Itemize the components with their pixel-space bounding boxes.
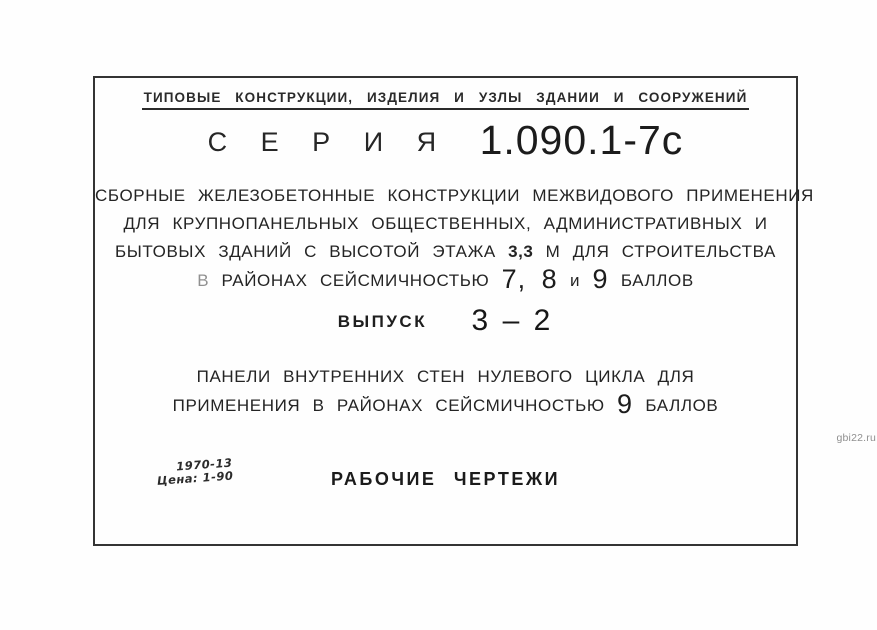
subtitle-line-1: ПАНЕЛИ ВНУТРЕННИХ СТЕН НУЛЕВОГО ЦИКЛА ДЛЯ: [196, 367, 695, 386]
series-label: С Е Р И Я: [207, 127, 450, 157]
title-line-4-text: РАЙОНАХ СЕЙСМИЧНОСТЬЮ: [221, 271, 490, 290]
issue-label: ВЫПУСК: [337, 312, 428, 331]
issue-line: [95, 304, 796, 340]
subtitle-seismicity-value: 9: [617, 389, 634, 419]
stamp-price: Цена: 1-90: [156, 468, 234, 488]
site-watermark: gbi22.ru: [836, 432, 876, 444]
document-header-row: [95, 89, 796, 110]
title-line-4-suffix: БАЛЛОВ: [620, 271, 694, 290]
title-line-3: [95, 238, 796, 266]
document-frame: [93, 76, 814, 546]
title-line-4: [95, 266, 796, 295]
seismicity-value-9: 9: [592, 264, 609, 294]
doc-type-label: РАБОЧИЕ ЧЕРТЕЖИ: [330, 469, 561, 489]
title-line-2: ДЛЯ КРУПНОПАНЕЛЬНЫХ ОБЩЕСТВЕННЫХ, АДМИНИСТРАТИВНЫХ И: [123, 214, 768, 233]
subtitle-block: [95, 363, 796, 420]
title-line-4-prefix: В: [197, 271, 210, 290]
stamp-year-number: 1970-13: [175, 455, 233, 474]
title-line-1: СБОРНЫЕ ЖЕЛЕЗОБЕТОННЫЕ КОНСТРУКЦИИ МЕЖВИДОВОГО ПРИМЕНЕНИЯ: [95, 186, 814, 205]
main-title: [95, 182, 814, 295]
issue-number: 3 – 2: [471, 304, 554, 337]
title-line-3-text: БЫТОВЫХ ЗДАНИЙ С ВЫСОТОЙ ЭТАЖА: [115, 242, 496, 261]
subtitle-line-2-suffix: БАЛЛОВ: [645, 396, 719, 415]
doc-type-row: [95, 469, 796, 490]
subtitle-line-2-text: ПРИМЕНЕНИЯ В РАЙОНАХ СЕЙСМИЧНОСТЬЮ: [172, 396, 605, 415]
seismicity-values-7-8: 7, 8: [501, 264, 558, 294]
series-line: [95, 118, 796, 169]
document-header: ТИПОВЫЕ КОНСТРУКЦИИ, ИЗДЕЛИЯ И УЗЛЫ ЗДАНИИ И СООРУЖЕНИЙ: [142, 90, 750, 110]
title-line-3-text-2: М ДЛЯ СТРОИТЕЛЬСТВА: [545, 242, 776, 261]
storey-height-value: 3,3: [508, 242, 534, 261]
seismicity-conjunction: и: [570, 271, 581, 290]
series-number: 1.090.1-7с: [479, 117, 684, 163]
subtitle-line-2: [95, 391, 796, 420]
